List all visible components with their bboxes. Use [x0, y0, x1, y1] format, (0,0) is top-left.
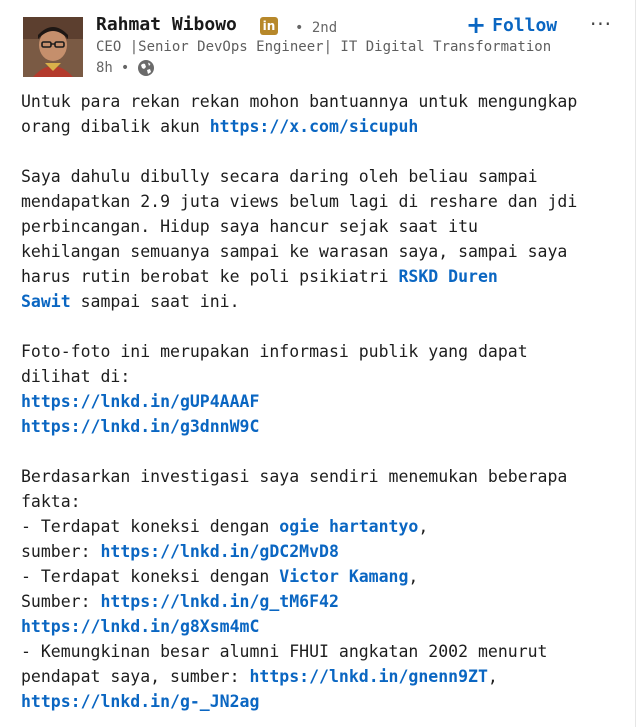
body-text: ,	[418, 517, 429, 536]
body-line	[21, 239, 621, 264]
body-line	[21, 114, 621, 139]
body-text: pendapat saya, sumber:	[21, 667, 250, 686]
author-name[interactable]: Rahmat Wibowo	[96, 14, 237, 35]
lnkd-link[interactable]: https://lnkd.in/gDC2MvD8	[100, 542, 339, 561]
globe-icon	[137, 59, 155, 77]
x-account-link[interactable]: https://x.com/sicupuh	[209, 117, 419, 136]
body-text: mendapatkan 2.9 juta views belum lagi di reshare dan jdi	[21, 192, 578, 211]
body-text: ,	[408, 567, 419, 586]
blank-line	[21, 314, 621, 339]
body-line	[21, 89, 621, 114]
post-time: 8h	[96, 60, 113, 76]
avatar-photo	[23, 17, 83, 77]
blank-line	[21, 139, 621, 164]
body-line	[21, 564, 621, 589]
body-text: ,	[487, 667, 498, 686]
body-text: perbincangan. Hidup saya hancur sejak saat itu	[21, 217, 478, 236]
body-text: sumber:	[21, 542, 101, 561]
body-text: Berdasarkan investigasi saya sendiri menemukan beberapa	[21, 467, 568, 486]
blank-line	[21, 439, 621, 464]
body-text: orang dibalik akun	[21, 117, 210, 136]
author-avatar[interactable]	[23, 17, 83, 77]
body-text: fakta:	[21, 492, 81, 511]
plus-icon: +	[466, 11, 487, 39]
body-text: Saya dahulu dibully secara daring oleh beliau sampai	[21, 167, 538, 186]
lnkd-link[interactable]: https://lnkd.in/gnenn9ZT	[249, 667, 488, 686]
body-line	[21, 589, 621, 614]
body-text: - Terdapat koneksi dengan	[21, 567, 280, 586]
body-line	[21, 364, 621, 389]
meta-separator: •	[120, 60, 130, 76]
post-body	[21, 89, 621, 714]
body-text: Sumber:	[21, 592, 101, 611]
body-text: dilihat di:	[21, 367, 131, 386]
body-line	[21, 414, 621, 439]
body-line	[21, 189, 621, 214]
body-line	[21, 489, 621, 514]
body-line	[21, 164, 621, 189]
body-text: Foto-foto ini merupakan informasi publik yang dapat	[21, 342, 528, 361]
body-line	[21, 689, 621, 714]
body-line	[21, 639, 621, 664]
post-meta	[96, 59, 155, 77]
mention-link[interactable]: Victor Kamang	[279, 567, 409, 586]
body-line	[21, 264, 621, 289]
lnkd-link[interactable]: https://lnkd.in/g-_JN2ag	[21, 692, 260, 711]
follow-label: Follow	[492, 14, 558, 36]
lnkd-link[interactable]: https://lnkd.in/g3dnnW9C	[21, 417, 260, 436]
hashtag-link[interactable]: Sawit	[21, 292, 71, 311]
connection-degree: • 2nd	[295, 20, 338, 36]
body-line	[21, 214, 621, 239]
body-line	[21, 289, 621, 314]
more-options-icon[interactable]: ···	[589, 12, 613, 36]
body-line	[21, 614, 621, 639]
body-line	[21, 514, 621, 539]
body-line	[21, 389, 621, 414]
follow-button[interactable]	[466, 12, 557, 38]
body-line	[21, 664, 621, 689]
mention-link[interactable]: ogie hartantyo	[279, 517, 419, 536]
linkedin-premium-badge-icon: in	[260, 17, 278, 35]
body-text: kehilangan semuanya sampai ke warasan saya, sampai saya	[21, 242, 568, 261]
author-headline: CEO |Senior DevOps Engineer| IT Digital Transformation	[96, 39, 552, 55]
body-text: Untuk para rekan rekan mohon bantuannya untuk mengungkap	[21, 92, 578, 111]
body-text: - Kemungkinan besar alumni FHUI angkatan 2002 menurut	[21, 642, 548, 661]
body-line	[21, 464, 621, 489]
lnkd-link[interactable]: https://lnkd.in/g8Xsm4mC	[21, 617, 260, 636]
body-text: harus rutin berobat ke poli psikiatri	[21, 267, 399, 286]
lnkd-link[interactable]: https://lnkd.in/g_tM6F42	[100, 592, 339, 611]
body-text: sampai saat ini.	[70, 292, 240, 311]
lnkd-link[interactable]: https://lnkd.in/gUP4AAAF	[21, 392, 260, 411]
hashtag-link[interactable]: RSKD Duren	[398, 267, 498, 286]
body-text: - Terdapat koneksi dengan	[21, 517, 280, 536]
body-line	[21, 339, 621, 364]
body-line	[21, 539, 621, 564]
